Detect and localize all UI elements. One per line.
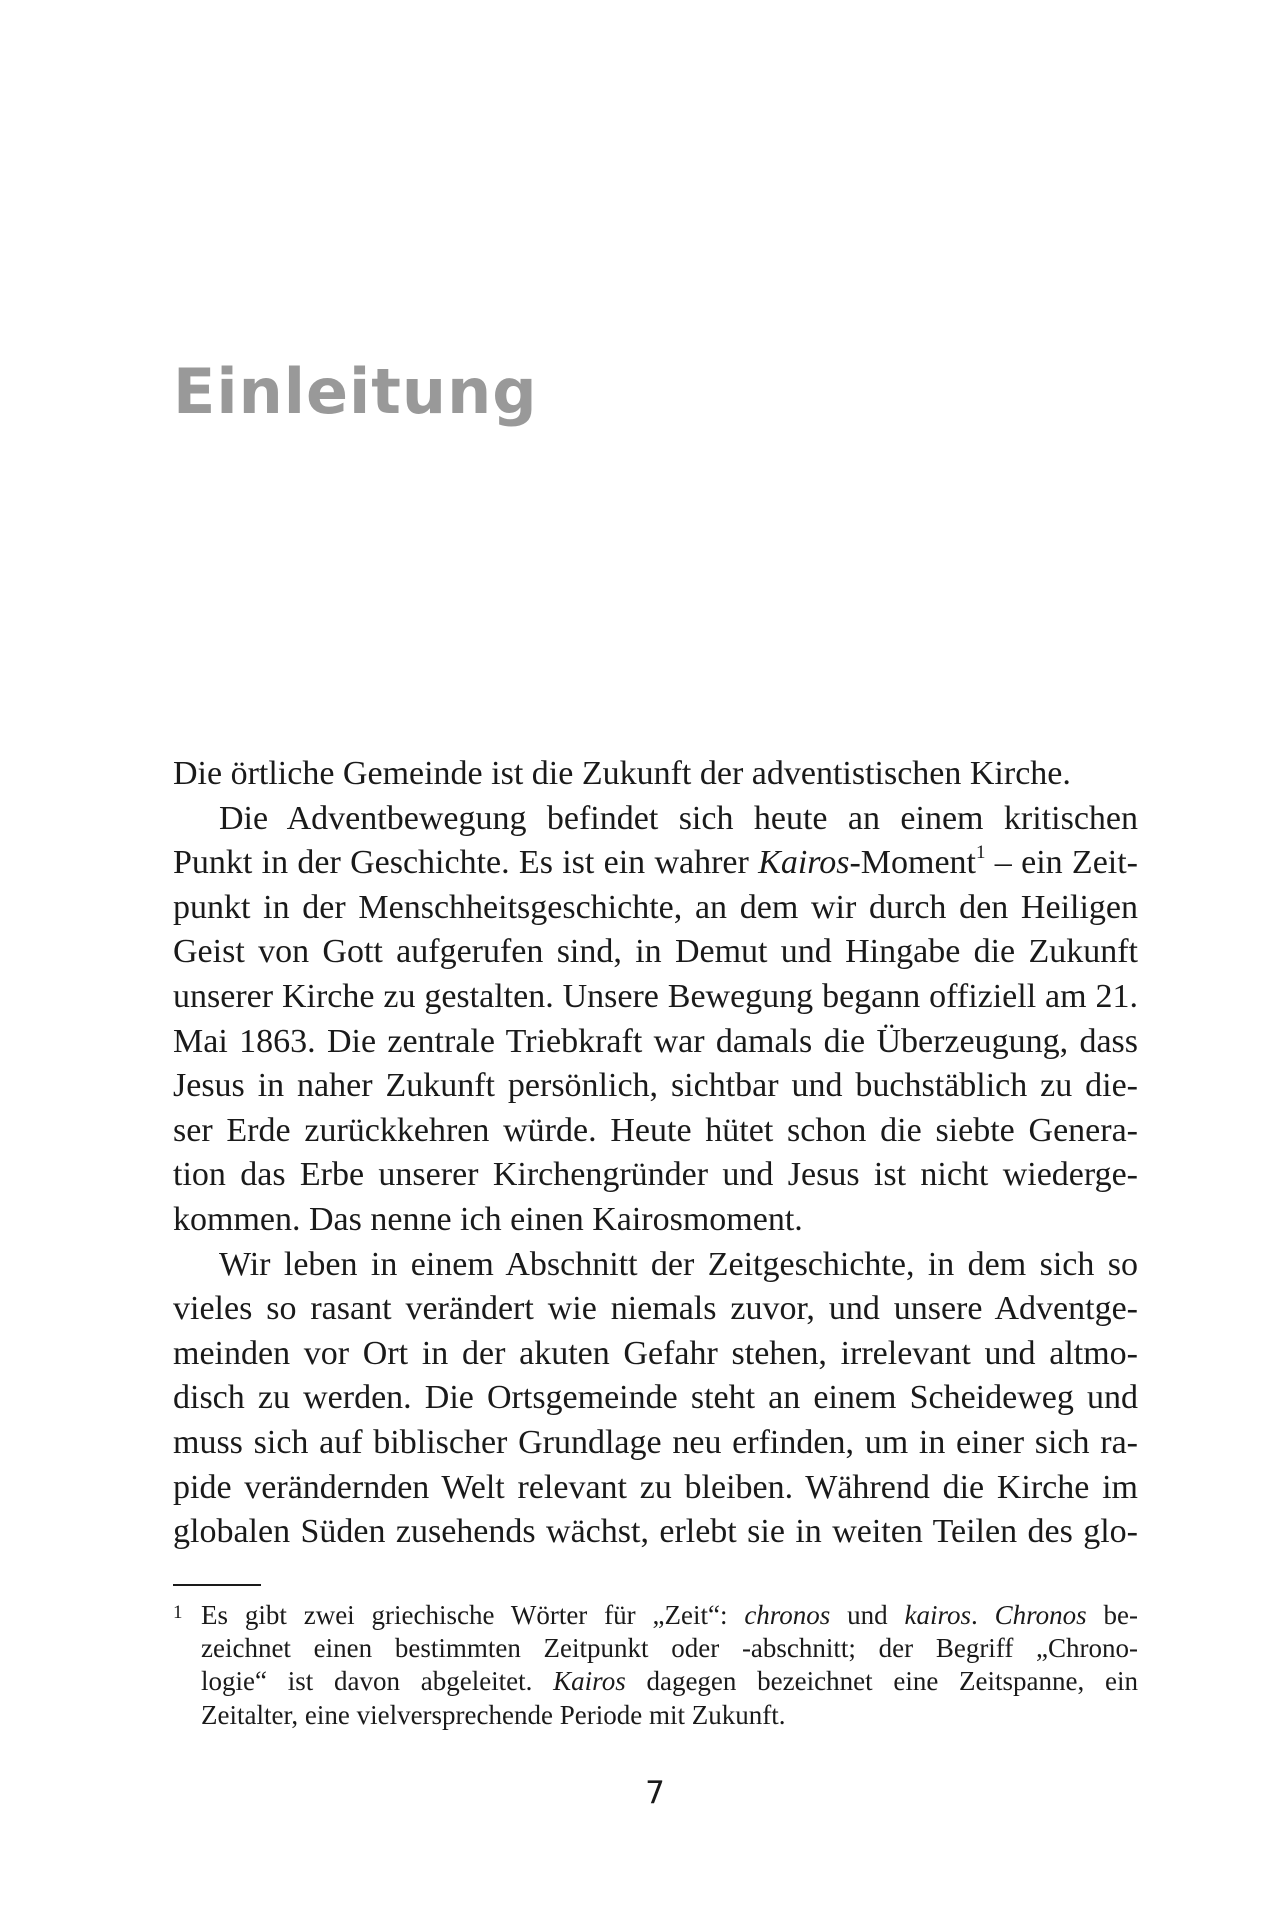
paragraph-line: Mai 1863. Die zentrale Triebkraft war damals die Überzeugung, dass xyxy=(173,1022,1138,1060)
italic-term: kairos xyxy=(904,1600,972,1630)
italic-term: Chronos xyxy=(994,1600,1087,1630)
paragraph-line: Die örtliche Gemeinde ist die Zukunft der adventistischen Kirche. xyxy=(173,755,1071,792)
paragraph-line: disch zu werden. Die Ortsgemeinde steht an einem Scheideweg und xyxy=(173,1379,1138,1417)
text-run: Punkt in der Geschichte. Es ist ein wahrer xyxy=(173,844,759,882)
text-run: be- xyxy=(1086,1600,1139,1630)
chapter-title: Einleitung xyxy=(173,355,538,428)
text-run: – ein Zeit- xyxy=(985,844,1139,882)
paragraph-line: unserer Kirche zu gestalten. Unsere Bewegung begann offiziell am 21. xyxy=(173,977,1138,1015)
footnote-line xyxy=(173,1599,1138,1632)
page-number: 7 xyxy=(645,1775,665,1811)
italic-term: Kairos xyxy=(758,844,850,882)
text-run: . xyxy=(971,1600,995,1630)
footnote-entry xyxy=(173,1599,1138,1732)
italic-term: chronos xyxy=(744,1600,831,1630)
footnote-line: Zeitalter, eine vielversprechende Periode mit Zukunft. xyxy=(201,1699,786,1730)
paragraph-line: Jesus in naher Zukunft persönlich, sichtbar und buchstäblich zu die- xyxy=(173,1067,1138,1105)
paragraph-line: ser Erde zurückkehren würde. Heute hütet schon die siebte Genera- xyxy=(173,1111,1138,1149)
footnote-line xyxy=(173,1665,1138,1698)
paragraph-line: globalen Süden zusehends wächst, erlebt sie in weiten Teilen des glo- xyxy=(173,1513,1138,1551)
paragraph-line: Geist von Gott aufgerufen sind, in Demut und Hingabe die Zukunft xyxy=(173,933,1138,971)
text-run: logie“ ist davon abgeleitet. xyxy=(201,1666,554,1697)
text-run: dagegen bezeichnet eine Zeitspanne, ein xyxy=(625,1666,1138,1697)
body-text xyxy=(173,752,1138,1555)
text-run: Es gibt zwei griechische Wörter für „Zeit“: xyxy=(201,1600,745,1630)
footnote xyxy=(173,1599,1138,1732)
paragraph-line: vieles so rasant verändert wie niemals zuvor, und unsere Adventge- xyxy=(173,1290,1138,1328)
text-run: und xyxy=(830,1600,905,1630)
footnote-line: zeichnet einen bestimmten Zeitpunkt oder -abschnitt; der Begriff „Chrono- xyxy=(201,1633,1138,1664)
text-run: -Moment xyxy=(849,844,977,882)
paragraph-line: kommen. Das nenne ich einen Kairosmoment. xyxy=(173,1200,803,1238)
footnote-divider xyxy=(173,1584,261,1586)
paragraph-line: Die Adventbewegung befindet sich heute an einem kritischen xyxy=(219,799,1138,837)
footnote-reference[interactable]: 1 xyxy=(976,842,986,864)
footnote-number: 1 xyxy=(173,1602,183,1623)
paragraph-line: meinden vor Ort in der akuten Gefahr stehen, irrelevant und altmo- xyxy=(173,1334,1138,1372)
paragraph-line xyxy=(173,841,1138,886)
paragraph-line: Wir leben in einem Abschnitt der Zeitgeschichte, in dem sich so xyxy=(219,1245,1138,1283)
italic-term: Kairos xyxy=(553,1666,626,1697)
paragraph-line: muss sich auf biblischer Grundlage neu erfinden, um in einer sich ra- xyxy=(173,1423,1138,1461)
paragraph-line: punkt in der Menschheitsgeschichte, an dem wir durch den Heiligen xyxy=(173,888,1138,926)
paragraph-line: pide verändernden Welt relevant zu bleiben. Während die Kirche im xyxy=(173,1468,1138,1506)
paragraph-line: tion das Erbe unserer Kirchengründer und Jesus ist nicht wiederge- xyxy=(173,1156,1138,1194)
